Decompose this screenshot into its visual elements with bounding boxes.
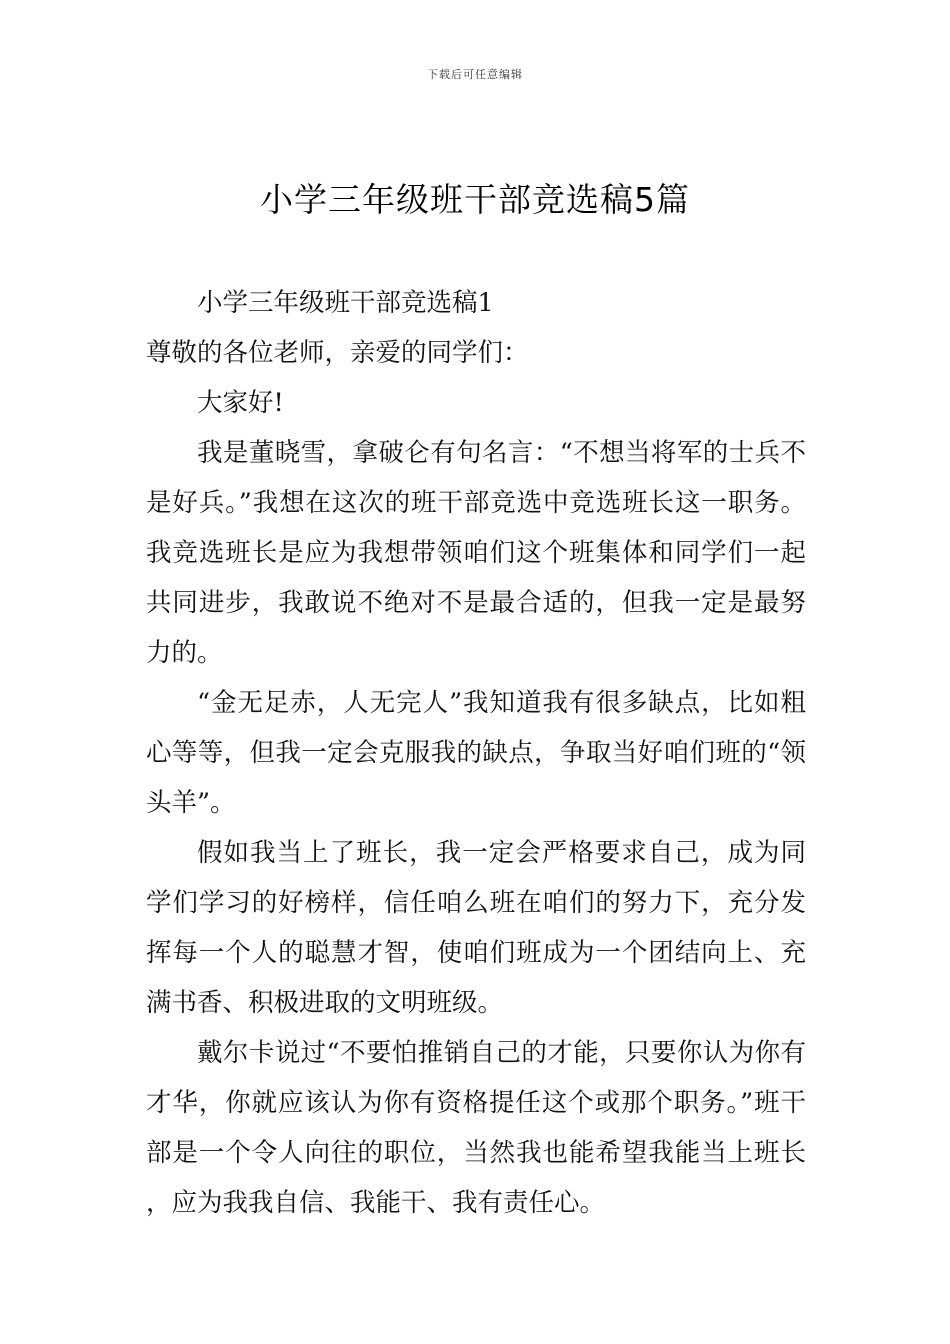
paragraph-3: 假如我当上了班长，我一定会严格要求自己，成为同学们学习的好榜样，信任咱么班在咱们的努力下，充分发挥每一个人的聪慧才智，使咱们班成为一个团结向上、充满书香、积极进取的文明班级。 [146, 838, 806, 1018]
header-note: 下载后可任意编辑 [427, 68, 523, 81]
paragraph-2: “金无足赤，人无完人”我知道我有很多缺点，比如粗心等等，但我一定会克服我的缺点，争取当好咱们班的“领头羊”。 [146, 688, 806, 818]
greeting: 大家好! [197, 388, 284, 418]
paragraph-4: 戴尔卡说过“不要怕推销自己的才能，只要你认为你有才华，你就应该认为你有资格提任这个或那个职务。”班干部是一个令人向往的职位，当然我也能希望我能当上班长，应为我我自信、我能干、我有责任心。 [146, 1038, 806, 1218]
salutation: 尊敬的各位老师，亲爱的同学们： [146, 338, 529, 368]
document-title: 小学三年级班干部竞选稿5篇 [260, 180, 690, 219]
section-heading: 小学三年级班干部竞选稿1 [197, 288, 494, 318]
paragraph-1: 我是董晓雪，拿破仑有句名言：“不想当将军的士兵不是好兵。”我想在这次的班干部竞选中竞选班长这一职务。我竞选班长是应为我想带领咱们这个班集体和同学们一起共同进步，我敢说不绝对不是最合适的，但我一定是最努力的。 [146, 438, 806, 668]
document-body [146, 278, 806, 1228]
